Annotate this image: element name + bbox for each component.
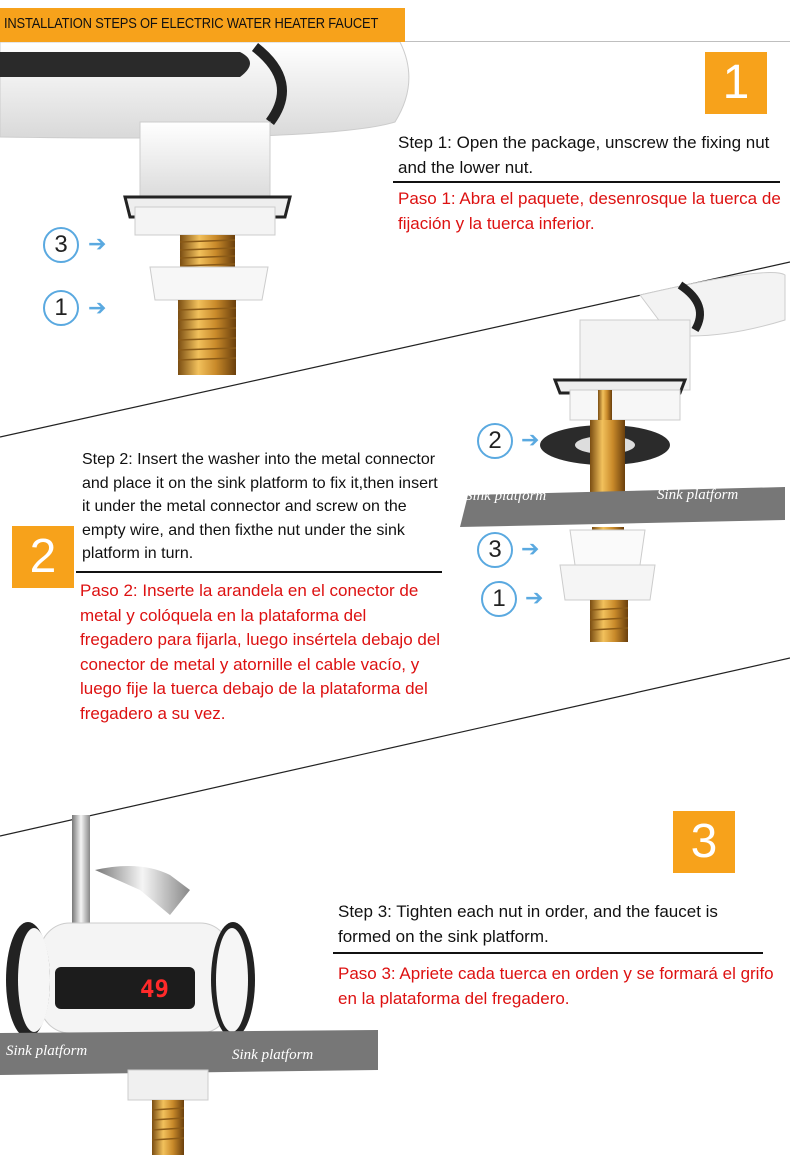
step3-rule bbox=[333, 952, 763, 954]
arrow-right-icon: ➔ bbox=[521, 427, 540, 452]
arrow-right-icon: ➔ bbox=[521, 536, 540, 561]
step3-badge: 3 bbox=[673, 811, 735, 873]
sink-platform-label: Sink platform bbox=[232, 1047, 314, 1063]
step1-text-es: Paso 1: Abra el paquete, desenrosque la tuerca de fijación y la tuerca inferior. bbox=[398, 189, 781, 233]
callout-washer-2: 2 bbox=[477, 423, 513, 459]
step2-text-es: Paso 2: Inserte la arandela en el conector de metal y colóquela en la plataforma del fregadero para fijarla, luego insértela debajo del conector de metal y atornille el cable vacío, y luego fije la tuerca debajo de la plataforma del fregadero a su vez. bbox=[80, 581, 441, 723]
arrow-right-icon: ➔ bbox=[525, 585, 544, 610]
step2-rule bbox=[76, 571, 442, 573]
step1-badge: 1 bbox=[705, 52, 767, 114]
callout-nut-1: 1 bbox=[481, 581, 517, 617]
step2-text-en: Step 2: Insert the washer into the metal connector and place it on the sink platform to fix it,then insert it under the metal connector and screw on the empty wire, and then fixthe nut under the sink platform in turn. bbox=[82, 451, 438, 562]
step3-illustration bbox=[0, 815, 390, 1160]
page-title: INSTALLATION STEPS OF ELECTRIC WATER HEATER FAUCET bbox=[4, 15, 379, 32]
arrow-right-icon: ➔ bbox=[88, 295, 107, 320]
step2-badge: 2 bbox=[12, 526, 74, 588]
callout-nut-3: 3 bbox=[43, 227, 79, 263]
temperature-display: 49 bbox=[140, 975, 169, 1003]
arrow-right-icon: ➔ bbox=[88, 231, 107, 256]
sink-platform-label: Sink platform bbox=[6, 1043, 88, 1059]
sink-platform-label: Sink platform bbox=[657, 487, 739, 503]
callout-nut-1: 1 bbox=[43, 290, 79, 326]
callout-nut-3: 3 bbox=[477, 532, 513, 568]
step3-text-es: Paso 3: Apriete cada tuerca en orden y se formará el grifo en la plataforma del fregadero. bbox=[338, 964, 774, 1008]
sink-platform-label: Sink platform bbox=[465, 488, 547, 504]
step3-text-en: Step 3: Tighten each nut in order, and the faucet is formed on the sink platform. bbox=[338, 902, 718, 946]
step1-text-en: Step 1: Open the package, unscrew the fixing nut and the lower nut. bbox=[398, 133, 770, 177]
